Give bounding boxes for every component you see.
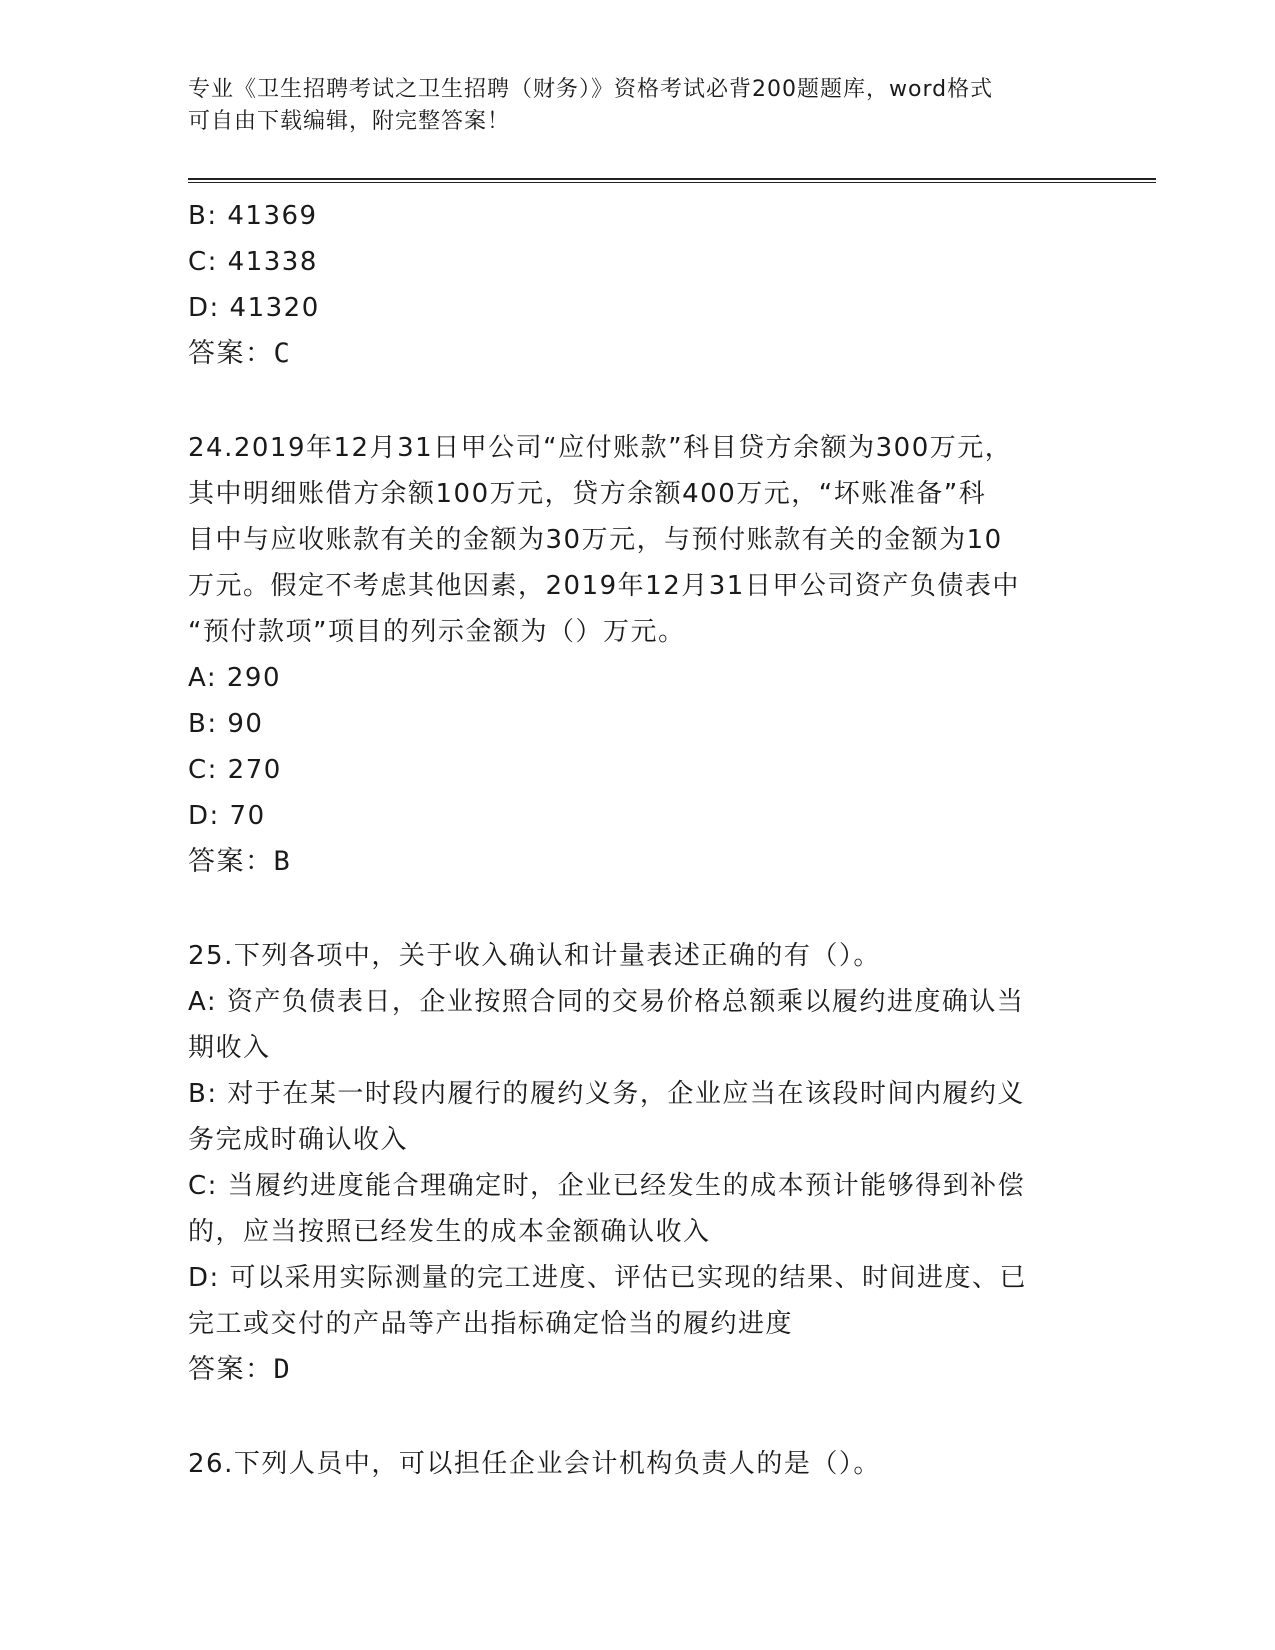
q23-option-c: C: 41338 xyxy=(188,247,318,277)
question-23 xyxy=(188,193,1088,377)
q26-stem: 26.下列人员中，可以担任企业会计机构负责人的是（）。 xyxy=(188,1449,881,1479)
q24-option-b: B: 90 xyxy=(188,709,264,739)
header-title-line-2: 可自由下载编辑，附完整答案！ xyxy=(188,109,511,134)
page-header xyxy=(188,74,1088,138)
q23-option-b: B: 41369 xyxy=(188,201,318,231)
q24-stem-line: 其中明细账借方余额100万元，贷方余额400万元，“坏账准备”科 xyxy=(188,479,987,509)
q25-option-a-line-1: A: 资产负债表日，企业按照合同的交易价格总额乘以履约进度确认当 xyxy=(188,987,1025,1017)
header-divider xyxy=(188,178,1156,183)
q24-option-a: A: 290 xyxy=(188,663,281,693)
q24-stem-line: 万元。假定不考虑其他因素，2019年12月31日甲公司资产负债表中 xyxy=(188,571,1020,601)
q25-option-c-line-1: C: 当履约进度能合理确定时，企业已经发生的成本预计能够得到补偿 xyxy=(188,1171,1026,1201)
spacer xyxy=(188,1393,1088,1441)
q25-option-b-line-2: 务完成时确认收入 xyxy=(188,1125,409,1155)
q25-option-a-line-2: 期收入 xyxy=(188,1033,271,1063)
q24-stem-line: 24.2019年12月31日甲公司“应付账款”科目贷方余额为300万元， xyxy=(188,433,1013,463)
q24-option-d: D: 70 xyxy=(188,801,266,831)
q23-answer: 答案：C xyxy=(188,338,292,369)
question-25 xyxy=(188,933,1088,1393)
q23-option-d: D: 41320 xyxy=(188,293,320,323)
q25-option-d-line-2: 完工或交付的产品等产出指标确定恰当的履约进度 xyxy=(188,1309,794,1339)
question-24 xyxy=(188,425,1088,885)
question-26 xyxy=(188,1441,1088,1487)
q24-answer: 答案：B xyxy=(188,846,292,877)
spacer xyxy=(188,885,1088,933)
q25-answer: 答案：D xyxy=(188,1354,292,1385)
q24-option-c: C: 270 xyxy=(188,755,282,785)
q24-stem-line: 目中与应收账款有关的金额为30万元，与预付账款有关的金额为10 xyxy=(188,525,1003,555)
q24-stem-line: “预付款项”项目的列示金额为（）万元。 xyxy=(188,617,686,647)
q25-option-d-line-1: D: 可以采用实际测量的完工进度、评估已实现的结果、时间进度、已 xyxy=(188,1263,1028,1293)
q25-option-c-line-2: 的，应当按照已经发生的成本金额确认收入 xyxy=(188,1217,711,1247)
header-title-line-1: 专业《卫生招聘考试之卫生招聘（财务）》资格考试必背200题题库，word格式 xyxy=(188,77,994,102)
q25-option-b-line-1: B: 对于在某一时段内履行的履约义务，企业应当在该段时间内履约义 xyxy=(188,1079,1025,1109)
question-content xyxy=(188,193,1088,1487)
q25-stem: 25.下列各项中，关于收入确认和计量表述正确的有（）。 xyxy=(188,941,881,971)
spacer xyxy=(188,377,1088,425)
